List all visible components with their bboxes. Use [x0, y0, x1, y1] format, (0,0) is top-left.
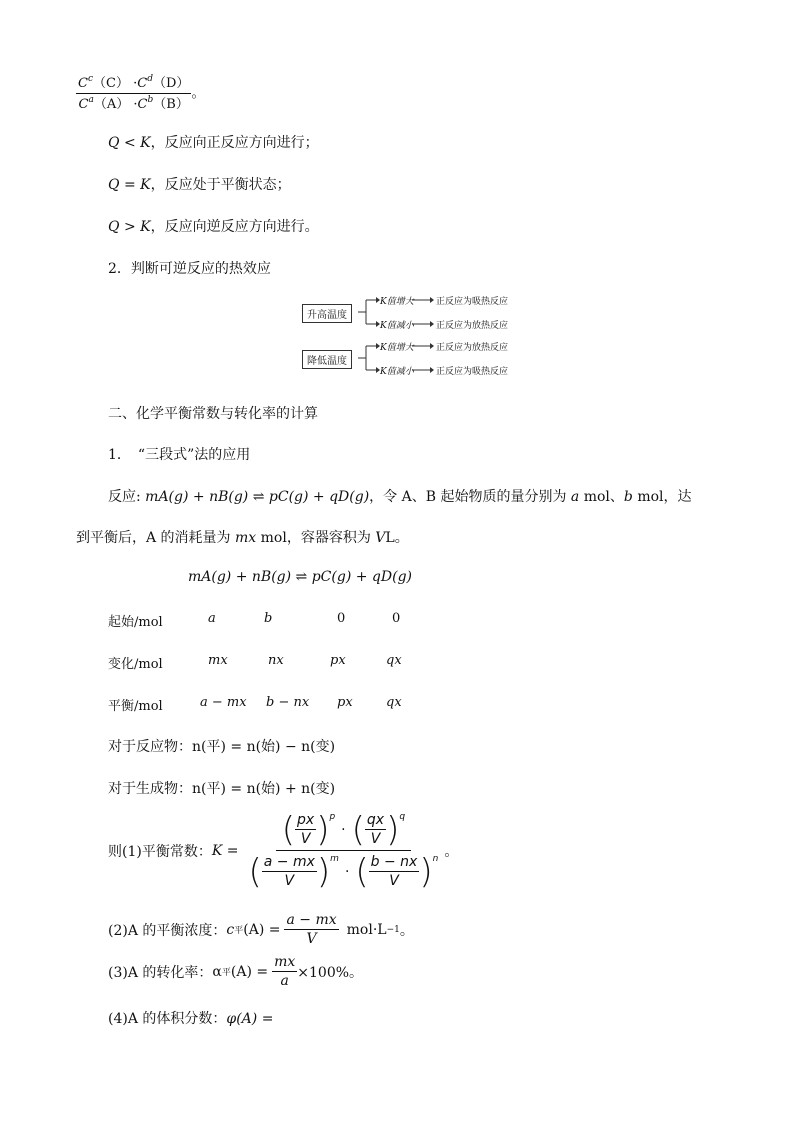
volume-fraction-line: (4)A 的体积分数：φ(A) = — [108, 1011, 274, 1027]
cell: qx — [386, 653, 402, 668]
branch-k-2: K值减小 — [380, 321, 414, 331]
subheading: 1． “三段式”法的应用 — [108, 447, 251, 463]
branch-result-3: 正反应为放热反应 — [436, 343, 509, 353]
cell: nx — [268, 653, 284, 668]
cell: 0 — [392, 611, 401, 626]
cell: px — [330, 653, 346, 668]
row-label-equilibrium: 平衡/mol — [108, 699, 163, 714]
product-line: 对于生成物：n(平) = n(始) + n(变) — [108, 781, 336, 797]
cell: mx — [208, 653, 228, 668]
cell: a — [208, 611, 216, 626]
k-formula: 则(1)平衡常数： K = ( $\frac{px}{V}$ ) $^p$ · ( $\frac{qx}{V}$ ) $^q$ ( $\frac{a - mx}{V}$ ) $^m$ · ( $\frac{b - nx}{V}$ ) $^n$ 。 — [108, 809, 459, 892]
branch-result-2: 正反应为放热反应 — [436, 321, 509, 331]
q-less-line: Q < K，反应向正反应方向进行； — [108, 135, 319, 151]
cell: qx — [386, 695, 402, 710]
cell: px — [337, 695, 353, 710]
branch-k-1: K值增大 — [380, 297, 414, 307]
cell: b — [264, 611, 273, 626]
branch-result-4: 正反应为吸热反应 — [436, 367, 509, 377]
section-heading: 二、化学平衡常数与转化率的计算 — [108, 406, 318, 422]
fraction-denominator: $C^a(A) \cdot C^b(B)$ — [78, 94, 189, 112]
top-fraction: $\frac{C^c(C) \cdot C^d(D)}{C^a(A) \cdot C^b(B)}$ 。 — [78, 74, 206, 112]
q-equal-line: Q = K，反应处于平衡状态； — [108, 177, 291, 193]
cell: a − mx — [200, 695, 247, 710]
raise-temp-box: 升高温度 — [302, 304, 352, 323]
reaction-equation: mA(g) + nB(g) ⇌ pC(g) + qD(g) — [145, 489, 370, 505]
q-greater-line: Q > K，反应向逆反应方向进行。 — [108, 219, 319, 235]
lower-temp-box: 降低温度 — [302, 350, 352, 369]
section2-heading: 2．判断可逆反应的热效应 — [108, 261, 271, 277]
branch-result-1: 正反应为吸热反应 — [436, 297, 509, 307]
paragraph-line-2: 到平衡后，A 的消耗量为 mx mol，容器容积为 VL。 — [76, 530, 409, 546]
paragraph-line-1: 反应: mA(g) + nB(g) ⇌ pC(g) + qD(g)，令 A、B 起始物质的量分别为 a mol、b mol，达 — [108, 489, 692, 505]
row-label-change: 变化/mol — [108, 657, 163, 672]
concentration-formula: (2)A 的平衡浓度： c 平 (A) = $\frac{a - mx}{V}$ mol·L −1 。 — [108, 912, 414, 948]
cell: 0 — [337, 611, 346, 626]
reactant-line: 对于反应物：n(平) = n(始) − n(变) — [108, 739, 336, 755]
table-equation: mA(g) + nB(g) ⇌ pC(g) + qD(g) — [188, 569, 412, 585]
branch-k-3: K值增大 — [380, 343, 414, 353]
conversion-formula: (3)A 的转化率： α 平 (A) = $\frac{mx}{a}$ ×100%。 — [108, 954, 364, 990]
row-label-start: 起始/mol — [108, 615, 163, 630]
cell: b − nx — [266, 695, 310, 710]
branch-k-4: K值减小 — [380, 367, 414, 377]
heat-effect-diagram — [300, 292, 540, 382]
fraction-numerator: $C^c(C) \cdot C^d(D)$ — [76, 74, 191, 94]
